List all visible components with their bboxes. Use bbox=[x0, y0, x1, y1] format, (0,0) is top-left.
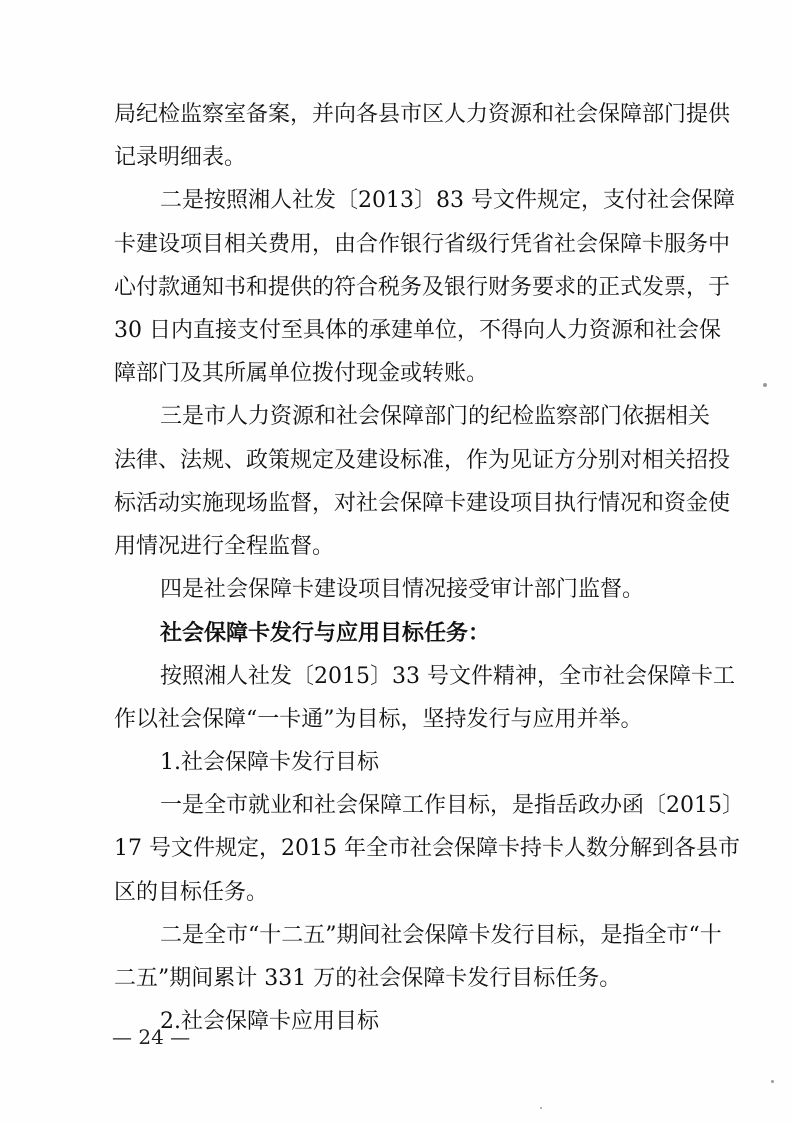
section-heading: 社会保障卡发行与应用目标任务： bbox=[160, 620, 491, 647]
text-line: 四是社会保障卡建设项目情况接受审计部门监督。 bbox=[160, 577, 645, 603]
text-line: 局纪检监察室备案，并向各县市区人力资源和社会保障部门提供 bbox=[114, 102, 731, 127]
page-number: — 24 — bbox=[112, 1025, 191, 1049]
scan-speck bbox=[771, 1080, 774, 1083]
text-line: 区的目标任务。 bbox=[114, 879, 269, 905]
text-line: 卡建设项目相关费用，由合作银行省级行凭省社会保障卡服务中 bbox=[114, 231, 731, 257]
subheading: 2.社会保障卡应用目标 bbox=[160, 1009, 379, 1035]
scan-speck bbox=[763, 383, 767, 387]
text-line: 二是全市“十二五”期间社会保障卡发行目标，是指全市“十 bbox=[160, 922, 722, 948]
text-line: 按照湘人社发〔2015〕33 号文件精神，全市社会保障卡工 bbox=[160, 663, 735, 689]
text-line: 17 号文件规定，2015 年全市社会保障卡持卡人数分解到各县市 bbox=[114, 836, 740, 862]
text-line: 心付款通知书和提供的符合税务及银行财务要求的正式发票，于 bbox=[114, 274, 731, 300]
text-line: 30 日内直接支付至具体的承建单位，不得向人力资源和社会保 bbox=[114, 318, 721, 343]
text-line: 记录明细表。 bbox=[114, 145, 247, 171]
text-line: 标活动实施现场监督，对社会保障卡建设项目执行情况和资金使 bbox=[114, 490, 731, 516]
text-line: 二是按照湘人社发〔2013〕83 号文件规定，支付社会保障 bbox=[160, 188, 735, 214]
text-line: 作以社会保障“一卡通”为目标，坚持发行与应用并举。 bbox=[114, 706, 643, 732]
text-line: 三是市人力资源和社会保障部门的纪检监察部门依据相关 bbox=[160, 404, 711, 430]
subheading: 1.社会保障卡发行目标 bbox=[160, 750, 379, 775]
scan-speck bbox=[540, 1107, 542, 1109]
text-line: 二五”期间累计 331 万的社会保障卡发行目标任务。 bbox=[114, 966, 622, 991]
text-line: 障部门及其所属单位拨付现金或转账。 bbox=[114, 361, 489, 387]
text-line: 法律、法规、政策规定及建设标准，作为见证方分别对相关招投 bbox=[114, 447, 731, 473]
text-line: 一是全市就业和社会保障工作目标，是指岳政办函〔2015〕 bbox=[160, 793, 744, 819]
text-line: 用情况进行全程监督。 bbox=[114, 534, 335, 559]
